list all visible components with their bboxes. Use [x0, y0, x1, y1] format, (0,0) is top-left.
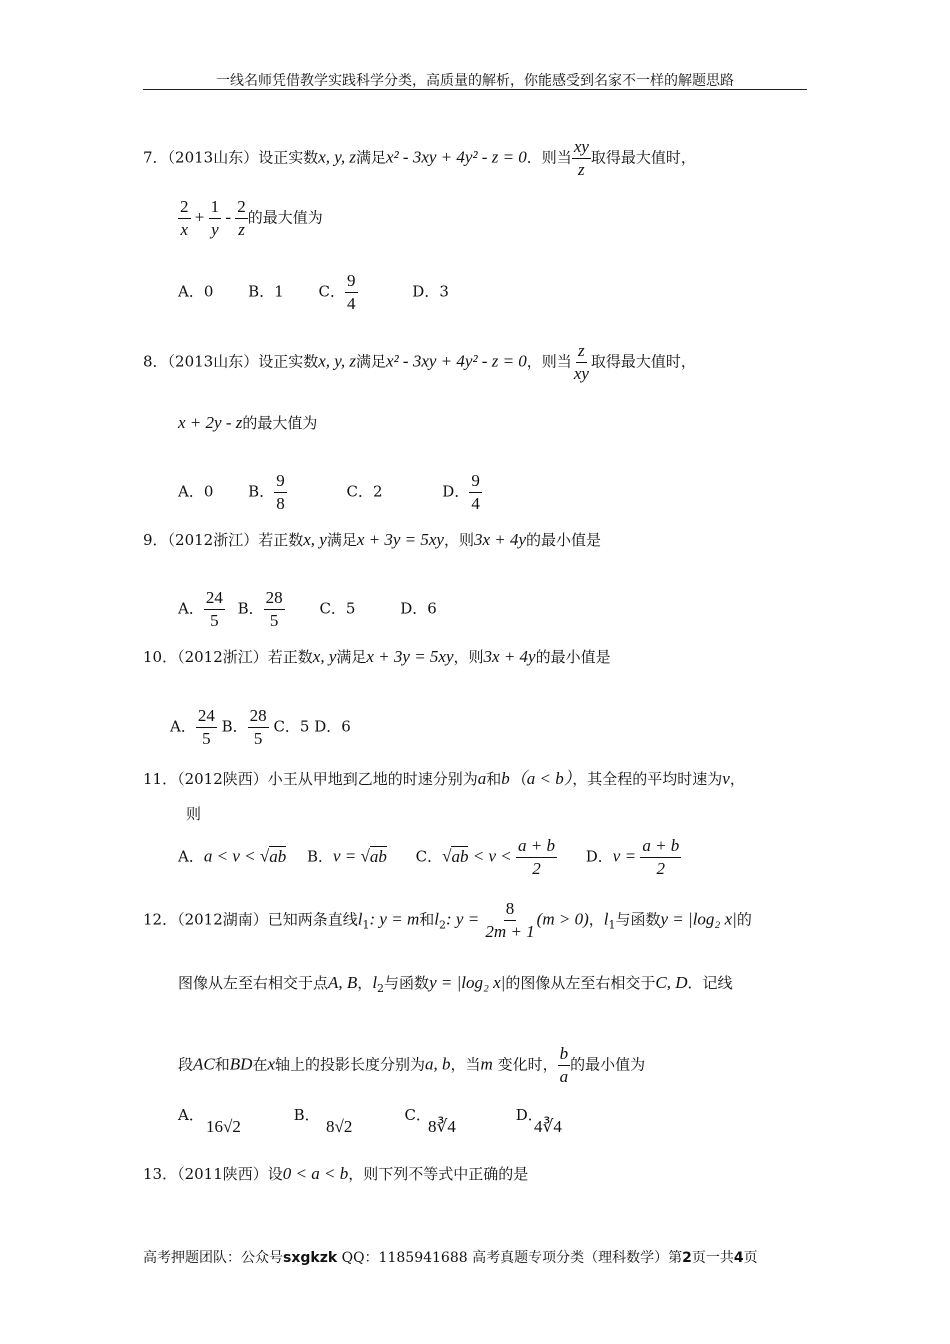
option-d: D．3: [412, 282, 449, 301]
question-8-line1: 8．（2013山东）设正实数x, y, z满足x² - 3xy + 4y² - z = 0，则当 $\frac{z}{xy}$ 取得最大值时，: [143, 341, 696, 383]
question-13-line1: 13．（2011陕西）设0 < a < b，则下列不等式中正确的是: [143, 1164, 529, 1183]
option-a-value: 16√2: [206, 1117, 241, 1136]
fraction: $\frac{z}{xy}$: [573, 341, 589, 383]
question-source: （2013山东）设正实数: [167, 148, 319, 167]
option-b-value: 8√2: [326, 1117, 353, 1136]
question-number: 7．: [143, 148, 168, 167]
question-11-options: A．a < v < √ab B．v = √ab C．√ab < v < $\frac{a + b}{2}$ D．v = $\frac{a + b}{2}$: [178, 836, 680, 878]
fraction: $\frac{a + b}{2}$: [642, 836, 680, 878]
option-b: B．1: [248, 282, 284, 301]
option-d-value: 4∛4: [534, 1117, 562, 1136]
question-8-line2: x + 2y - z的最大值为: [178, 413, 318, 432]
fraction: $\frac{2}{x}$: [180, 197, 189, 239]
question-12-options: A． B． C． D．: [178, 1106, 543, 1124]
question-7-line1: 7．（2013山东）设正实数x, y, z满足x² - 3xy + 4y² - z = 0．则当 $\frac{xy}{z}$ 取得最大值时，: [143, 137, 696, 179]
option-c: C．: [318, 282, 346, 301]
option-c-value: 8∛4: [428, 1117, 456, 1136]
fraction: $\frac{8}{2m + 1}$: [485, 899, 535, 941]
question-12-line2: 图像从左至右相交于点A, B，$l_2$与函数y = |log₂ x|的图像从左至右相交于C, D．记线: [178, 973, 733, 995]
question-7-options: [178, 270, 449, 315]
fraction: $\frac{1}{y}$: [210, 197, 220, 239]
header-rule: [143, 89, 807, 90]
question-8-options: A．0 B． $\frac{9}{8}$ C．2 D． $\frac{9}{4}$: [178, 471, 480, 513]
fraction: $\frac{24}{5}$: [205, 588, 223, 630]
variables: x, y, z: [318, 147, 357, 167]
page-number: 2: [682, 1250, 692, 1266]
option-a: A．0: [178, 282, 214, 301]
page-footer: 高考押题团队：公众号sxgkzk QQ：1185941688 高考真题专项分类（理科数学）第2页一共4页: [143, 1250, 758, 1266]
question-9-line1: 9．（2012浙江）若正数x, y满足x + 3y = 5xy，则3x + 4y的最小值是: [143, 530, 602, 549]
fraction: $\frac{9}{4}$: [471, 471, 480, 513]
page-header: 一线名师凭借教学实践科学分类，高质量的解析，你能感受到名家不一样的解题思路: [216, 73, 734, 89]
question-12-line1: 12．（2012湖南）已知两条直线$l_1$: y = m和$l_2$: y = $\frac{8}{2m + 1}$ (m > 0)，$l_1$与函数y = |log₂ x|的: [143, 899, 752, 941]
fraction: $\frac{24}{5}$: [197, 706, 215, 748]
brand: sxgkzk: [283, 1250, 338, 1266]
question-11-line1: 11．（2012陕西）小王从甲地到乙地的时速分别为a和b（a < b），其全程的平均时速为v，: [143, 769, 745, 788]
question-12-line3: 段AC和BD在x轴上的投影长度分别为a, b，当m 变化时， $\frac{b}{a}$ 的最小值为: [178, 1044, 646, 1086]
question-7-line2: $\frac{2}{x}$ + $\frac{1}{y}$ - $\frac{2}{z}$ 的最大值为: [180, 197, 323, 239]
page-total: 4: [733, 1250, 744, 1266]
fraction: $\frac{9}{8}$: [276, 471, 285, 513]
fraction: $\frac{xy}{z}$: [573, 137, 589, 179]
question-10-options: A． $\frac{24}{5}$ B． $\frac{28}{5}$ C．5 D．6: [170, 706, 351, 748]
question-10-line1: 10．（2012浙江）若正数x, y满足x + 3y = 5xy，则3x + 4y的最小值是: [143, 647, 611, 666]
fraction: $\frac{2}{z}$: [237, 197, 246, 239]
question-9-options: A． $\frac{24}{5}$ B． $\frac{28}{5}$ C．5 D．6: [178, 588, 437, 630]
fraction: $\frac{28}{5}$: [249, 706, 267, 748]
fraction: $\frac{9}{4}$: [347, 271, 356, 313]
question-11-line2: 则: [186, 805, 202, 823]
fraction: $\frac{28}{5}$: [265, 588, 283, 630]
equation: x² - 3xy + 4y² - z = 0: [386, 147, 527, 167]
fraction: $\frac{b}{a}$: [559, 1044, 569, 1086]
fraction: $\frac{a + b}{2}$: [517, 836, 555, 878]
